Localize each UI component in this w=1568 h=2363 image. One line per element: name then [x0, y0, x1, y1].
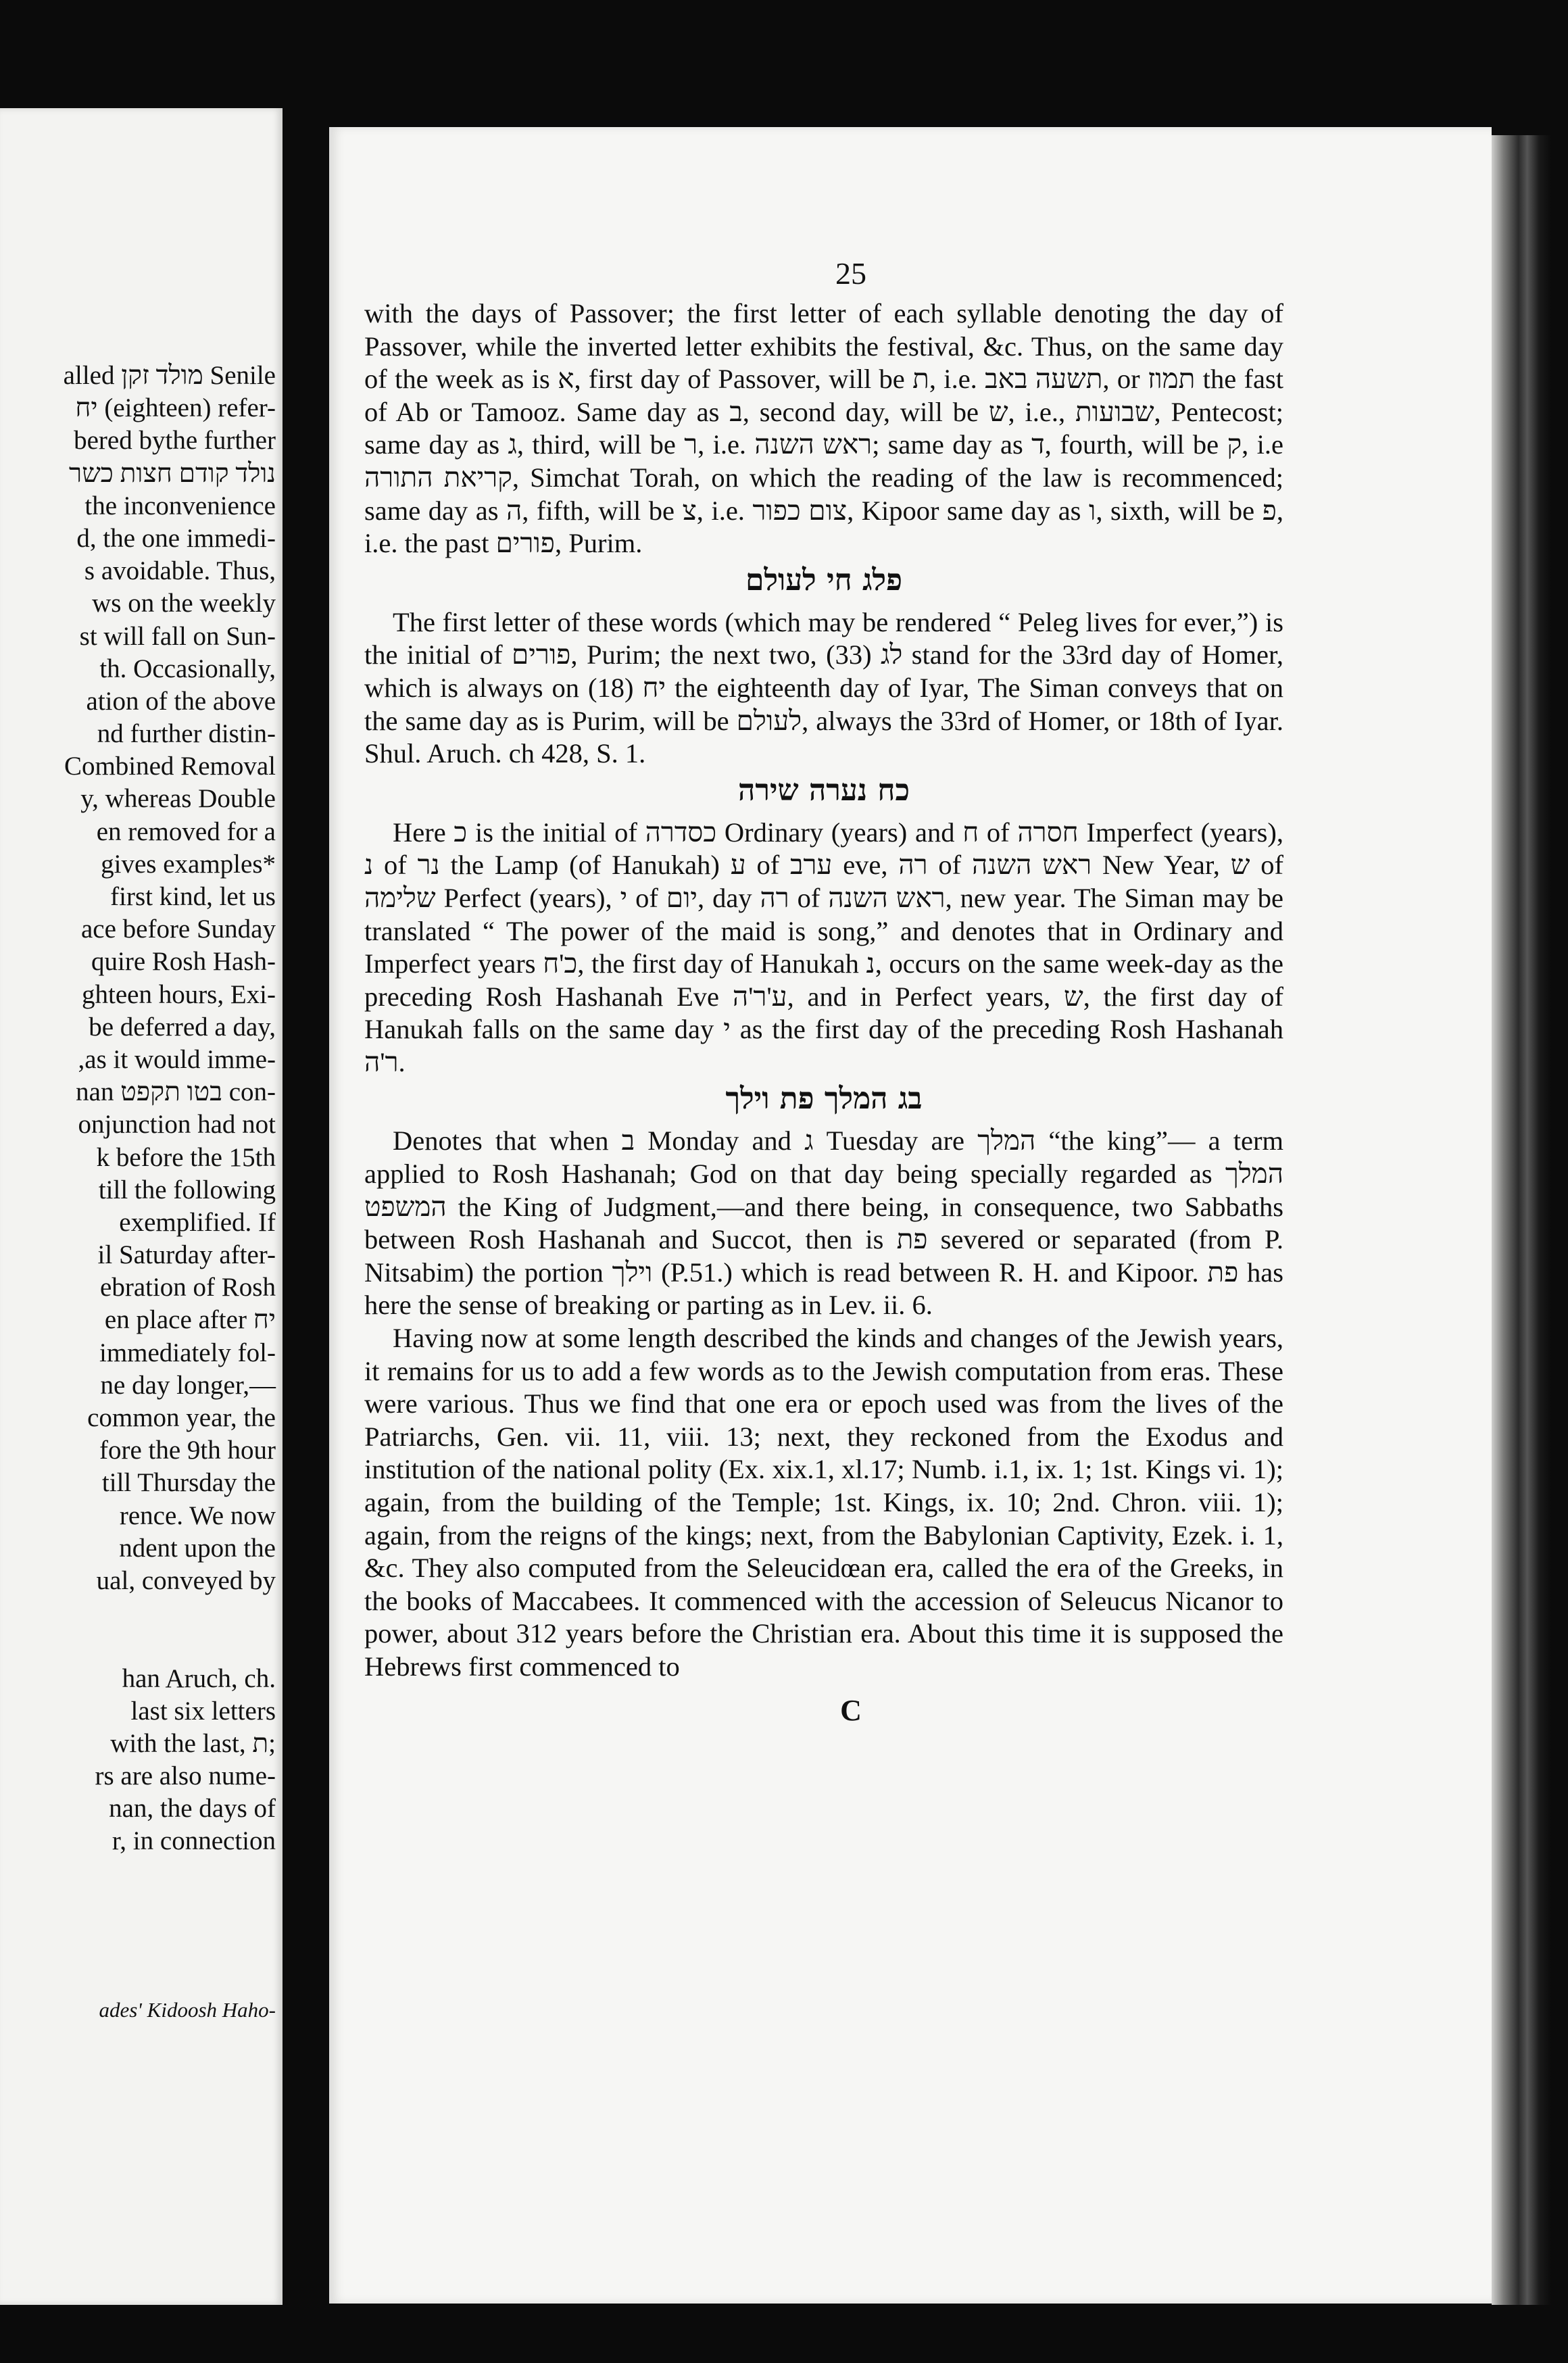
left-page-line: יח (eighteen) refer-: [75, 393, 276, 423]
left-page-line: r, in connection: [112, 1826, 276, 1856]
heading-bag: בג המלך פת וילך: [725, 1081, 923, 1117]
left-page-line: immediately fol-: [99, 1338, 276, 1367]
left-page-line: alled מולד זקן Senile: [63, 361, 276, 390]
heading-peleg: פלג חי לעולם: [745, 562, 903, 598]
left-page: [0, 108, 283, 2305]
left-page-line: st will fall on Sun-: [79, 621, 276, 651]
left-page-line: last six letters: [130, 1696, 276, 1726]
left-page-line: th. Occasionally,: [99, 654, 276, 683]
left-page-line: [64, 1630, 276, 1662]
left-page-line: till Thursday the: [101, 1468, 276, 1498]
left-page-line: gives examples*: [101, 849, 276, 879]
left-page-line: k before the 15th: [96, 1142, 276, 1172]
left-page-line: ace before Sunday: [80, 915, 276, 944]
left-page-line: ndent upon the: [119, 1533, 276, 1563]
left-page-line: ation of the above: [86, 686, 276, 716]
left-page-line: ws on the weekly: [92, 589, 276, 618]
book-edge: [1492, 135, 1551, 2305]
left-page-line: quire Rosh Hash-: [91, 947, 276, 977]
left-page-line: nd further distin-: [97, 719, 276, 749]
left-page-line: ebration of Rosh: [100, 1273, 276, 1302]
left-page-line: common year, the: [87, 1403, 276, 1432]
left-page-line: ghteen hours, Exi-: [81, 979, 276, 1009]
left-page-line: rs are also nume-: [95, 1761, 276, 1791]
left-page-line: d, the one immedi-: [76, 523, 276, 553]
left-page-line: nan, the days of: [109, 1794, 276, 1824]
left-page-line: ual, conveyed by: [96, 1565, 276, 1595]
left-page-line: nan בטו תקפט con-: [76, 1077, 276, 1107]
left-page-text: [64, 360, 276, 1858]
left-page-line: il Saturday after-: [97, 1240, 276, 1270]
left-page-line: ,as it would imme-: [78, 1044, 276, 1074]
left-page-line: with the last, ת;: [110, 1728, 276, 1758]
left-page-line: Combined Removal: [64, 752, 276, 781]
paragraph-koach: Here כ is the initial of כסדרה Ordinary (years) and ח of חסרה Imperfect (years), נ of נר the Lamp (of Hanukah) ע of ערב eve, רה of ראש השנה New Year, ש of שלימה Perfect (years), י of יום, day רה of ראש השנה, new year. The Siman may be translated “ The power of the maid is song,” and denotes that in Ordinary and Imperfect years כ'ח, the first day of Hanukah נ, occurs on the same week-day as the preceding Rosh Hashanah Eve ע'ר'ה, and in Perfect years, ש, the first day of Hanukah falls on the same day י as the first day of the preceding Rosh Hashanah ר'ה.: [364, 817, 1284, 1077]
left-page-line: the inconvenience: [84, 491, 276, 520]
left-page-line: s avoidable. Thus,: [84, 556, 276, 586]
left-page-line: נולד קודם חצות כשר: [69, 458, 276, 488]
left-page-footnote: ades' Kidoosh Haho-: [99, 1998, 276, 2022]
left-page-line: first kind, let us: [110, 882, 276, 911]
left-page-line: han Aruch, ch.: [122, 1663, 276, 1693]
left-page-line: be deferred a day,: [89, 1012, 276, 1042]
left-page-line: till the following: [98, 1175, 276, 1204]
left-page-line: [64, 1597, 276, 1630]
signature-mark: C: [840, 1693, 862, 1727]
paragraph-eras: Having now at some length described the kinds and changes of the Jewish years, it remains for us to add a few words as to the Jewish computation from eras. These were various. Thus we find that one era or epoch used was from the lives of the Patriarchs, Gen. vii. 11, viii. 13; next, they reckoned from the Exodus and institution of the national polity (Ex. xix.1, xl.17; Numb. i.1, ix. 1; 1st. Kings vi. 1); again, from the building of the Temple; 1st. Kings, ix. 10; 2nd. Chron. viii. 1); again, from the reigns of the kings; next, from the Babylonian Captivity, Ezek. i. 1, &c. They also computed from the Seleucidœan era, called the era of the Greeks, in the books of Maccabees. It commenced with the accession of Seleucus Nicanor to power, about 312 years before the Christian era. About this time it is supposed the Hebrews first commenced to: [364, 1323, 1283, 1682]
left-page-line: y, whereas Double: [80, 784, 276, 814]
right-page: [329, 127, 1492, 2304]
left-page-line: ne day longer,—: [100, 1370, 276, 1400]
left-page-line: onjunction had not: [78, 1110, 276, 1140]
left-page-line: bered bythe further: [74, 426, 276, 456]
paragraph-passover: with the days of Passover; the first letter of each syllable denoting the day of Passover, while the inverted letter exhibits the festival, &c. Thus, on the same day of the week as is א, first day of Passover, will be ת, i.e. תשעה באב, or תמוז the fast of Ab or Tamooz. Same day as ב, second day, will be ש, i.e., שבועות, Pentecost; same day as ג, third, will be ר, i.e. ראש השנה; same day as ד, fourth, will be ק, i.e קריאת התורה, Simchat Torah, on which the reading of the law is recommenced; same day as ה, fifth, will be צ, i.e. צום כפור, Kipoor same day as ו, sixth, will be פ, i.e. the past פורים, Purim.: [364, 298, 1283, 559]
left-page-line: en removed for a: [96, 817, 276, 846]
right-page-content: [364, 250, 1283, 1728]
paragraph-bag: Denotes that when ב Monday and ג Tuesday are המלך “the king”— a term applied to Rosh Hashanah; God on that day being specially regarded as המלך המשפט the King of Judgment,—and there being, in consequence, two Sabbaths between Rosh Hashanah and Succot, then is פת severed or separated (from P. Nitsabim) the portion וילך (P.51.) which is read between R. H. and Kipoor. פת has here the sense of breaking or parting as in Lev. ii. 6.: [364, 1125, 1284, 1321]
heading-koach: כח נערה שירה: [738, 773, 910, 808]
left-page-line: fore the 9th hour: [99, 1436, 276, 1465]
paragraph-peleg: The first letter of these words (which may be rendered “ Peleg lives for ever,”) is the initial of פורים, Purim; the next two, לג (33) stand for the 33rd day of Homer, which is always on יח (18) the eighteenth day of Iyar, The Siman conveys that on the same day as is Purim, will be לעולם, always the 33rd of Homer, or 18th of Iyar. Shul. Aruch. ch 428, S. 1.: [364, 606, 1284, 769]
left-page-line: exemplified. If: [119, 1207, 276, 1237]
left-page-line: rence. We now: [119, 1501, 276, 1530]
page-number: 25: [835, 256, 866, 291]
left-page-line: en place after יח: [104, 1305, 276, 1335]
